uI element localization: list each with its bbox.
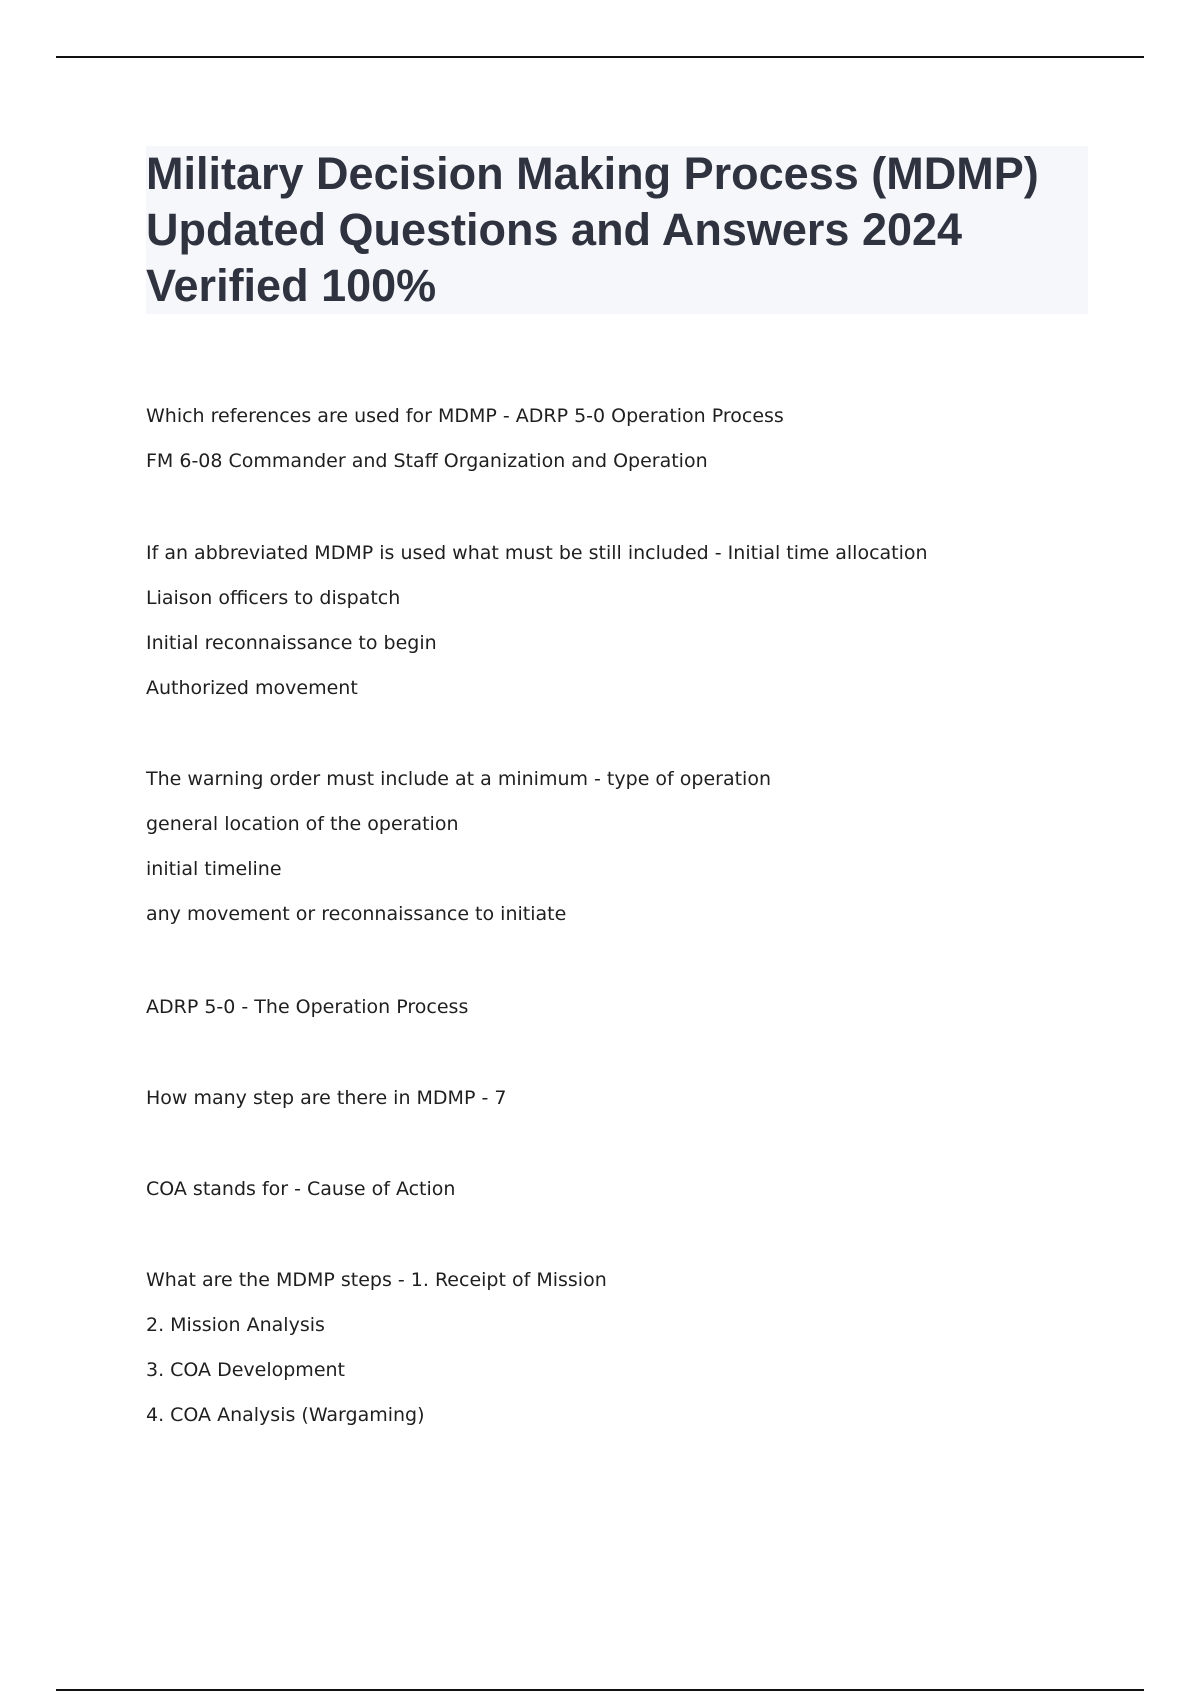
qa-line: ADRP 5-0 - The Operation Process [146, 996, 469, 1018]
qa-line: 4. COA Analysis (Wargaming) [146, 1404, 425, 1426]
qa-item-abbreviated-mdmp [146, 541, 1106, 721]
document-title: Military Decision Making Process (MDMP) Updated Questions and Answers 2024 Verified 100% [146, 148, 1039, 311]
title-banner [146, 146, 1088, 314]
qa-item-adrp [146, 995, 1106, 1040]
qa-item-references [146, 404, 1106, 494]
qa-line: general location of the operation [146, 813, 459, 835]
qa-line: If an abbreviated MDMP is used what must be still included - Initial time allocation [146, 542, 928, 564]
qa-line: 3. COA Development [146, 1359, 345, 1381]
qa-line: Initial reconnaissance to begin [146, 632, 437, 654]
qa-item-warning-order [146, 767, 1106, 947]
qa-line: Authorized movement [146, 677, 358, 699]
qa-line: Which references are used for MDMP - ADRP 5-0 Operation Process [146, 405, 784, 427]
qa-line: 2. Mission Analysis [146, 1314, 325, 1336]
top-rule [56, 56, 1144, 58]
qa-item-mdmp-steps [146, 1268, 1106, 1448]
qa-line: Liaison officers to dispatch [146, 587, 401, 609]
qa-item-step-count [146, 1086, 1106, 1131]
qa-line: any movement or reconnaissance to initiate [146, 903, 567, 925]
qa-line: FM 6-08 Commander and Staff Organization and Operation [146, 450, 708, 472]
qa-line: The warning order must include at a minimum - type of operation [146, 768, 771, 790]
qa-line: What are the MDMP steps - 1. Receipt of Mission [146, 1269, 607, 1291]
bottom-rule [56, 1689, 1144, 1691]
qa-line: COA stands for - Cause of Action [146, 1178, 456, 1200]
qa-line: How many step are there in MDMP - 7 [146, 1087, 507, 1109]
qa-line: initial timeline [146, 858, 282, 880]
qa-item-coa [146, 1177, 1106, 1222]
